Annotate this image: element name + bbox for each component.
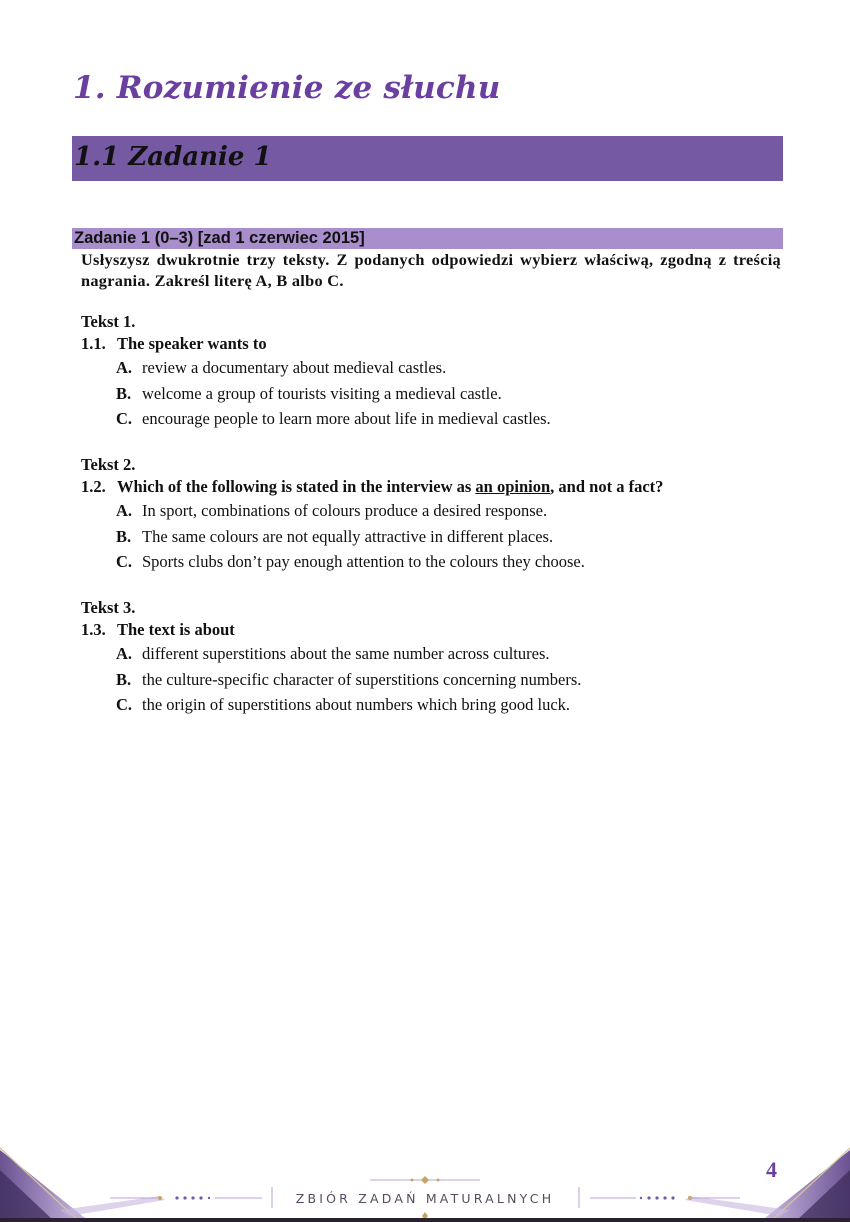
- text-label: Tekst 3.: [81, 598, 136, 617]
- question-text: The speaker wants to: [117, 334, 267, 353]
- option-letter: C.: [116, 409, 133, 428]
- option-text: review a documentary about medieval castles.: [142, 358, 447, 377]
- diamond-ornament: [421, 1176, 429, 1184]
- text-block-1: [81, 311, 781, 432]
- question-text-end: , and not a fact?: [550, 477, 664, 496]
- answer-option-c[interactable]: [81, 692, 781, 718]
- section-header-bar: [72, 136, 783, 181]
- option-letter: A.: [116, 501, 133, 520]
- task-header-bar: [72, 228, 783, 249]
- option-text: Sports clubs don’t pay enough attention to the colours they choose.: [142, 552, 585, 571]
- option-text: welcome a group of tourists visiting a medieval castle.: [142, 383, 502, 403]
- answer-option-a[interactable]: [81, 641, 781, 667]
- answer-option-a[interactable]: [81, 498, 781, 524]
- chapter-title: 1. Rozumienie ze słuchu: [73, 70, 501, 106]
- text-label: Tekst 2.: [81, 455, 136, 474]
- option-text: encourage people to learn more about life in medieval castles.: [142, 409, 551, 428]
- option-text: In sport, combinations of colours produce a desired response.: [142, 501, 548, 520]
- answer-option-b[interactable]: [81, 524, 781, 550]
- task-title: Zadanie 1 (0–3) [zad 1 czerwiec 2015]: [74, 229, 365, 247]
- option-letter: A.: [116, 644, 133, 663]
- answer-option-c[interactable]: [81, 549, 781, 575]
- option-letter: B.: [116, 526, 132, 546]
- option-letter: B.: [116, 383, 132, 403]
- option-text: the origin of superstitions about numbers which bring good luck.: [142, 695, 571, 714]
- answer-option-a[interactable]: [81, 355, 781, 381]
- question-number: 1.3.: [81, 620, 106, 639]
- answer-option-b[interactable]: [81, 381, 781, 407]
- option-text: the culture-specific character of superstitions concerning numbers.: [142, 669, 582, 689]
- answer-option-c[interactable]: [81, 406, 781, 432]
- option-text: The same colours are not equally attractive in different places.: [142, 526, 554, 546]
- question-number: 1.2.: [81, 477, 106, 496]
- question: [81, 333, 781, 355]
- question-emphasis: an opinion: [475, 477, 551, 496]
- text-block-2: [81, 454, 781, 575]
- option-letter: A.: [116, 358, 133, 377]
- option-letter: B.: [116, 669, 132, 689]
- option-letter: C.: [116, 695, 133, 714]
- footer-decoration: [0, 1140, 850, 1222]
- text-label: Tekst 1.: [81, 312, 136, 331]
- question: [81, 619, 781, 641]
- question-text: Which of the following is stated in the interview as: [117, 477, 476, 496]
- option-letter: C.: [116, 552, 133, 571]
- page-number: 4: [766, 1157, 777, 1182]
- footer-label: ZBIÓR ZADAŃ MATURALNYCH: [295, 1191, 555, 1206]
- text-block-3: [81, 597, 781, 718]
- question: [81, 476, 781, 498]
- option-text: different superstitions about the same number across cultures.: [142, 644, 550, 663]
- answer-option-b[interactable]: [81, 667, 781, 693]
- section-title: 1.1 Zadanie 1: [74, 142, 272, 172]
- question-text: The text is about: [117, 620, 235, 639]
- task-instruction: Usłyszysz dwukrotnie trzy teksty. Z podanych odpowiedzi wybierz właściwą, zgodną z treścią nagrania. Zakreśl literę A, B albo C.: [81, 250, 781, 290]
- question-number: 1.1.: [81, 334, 106, 353]
